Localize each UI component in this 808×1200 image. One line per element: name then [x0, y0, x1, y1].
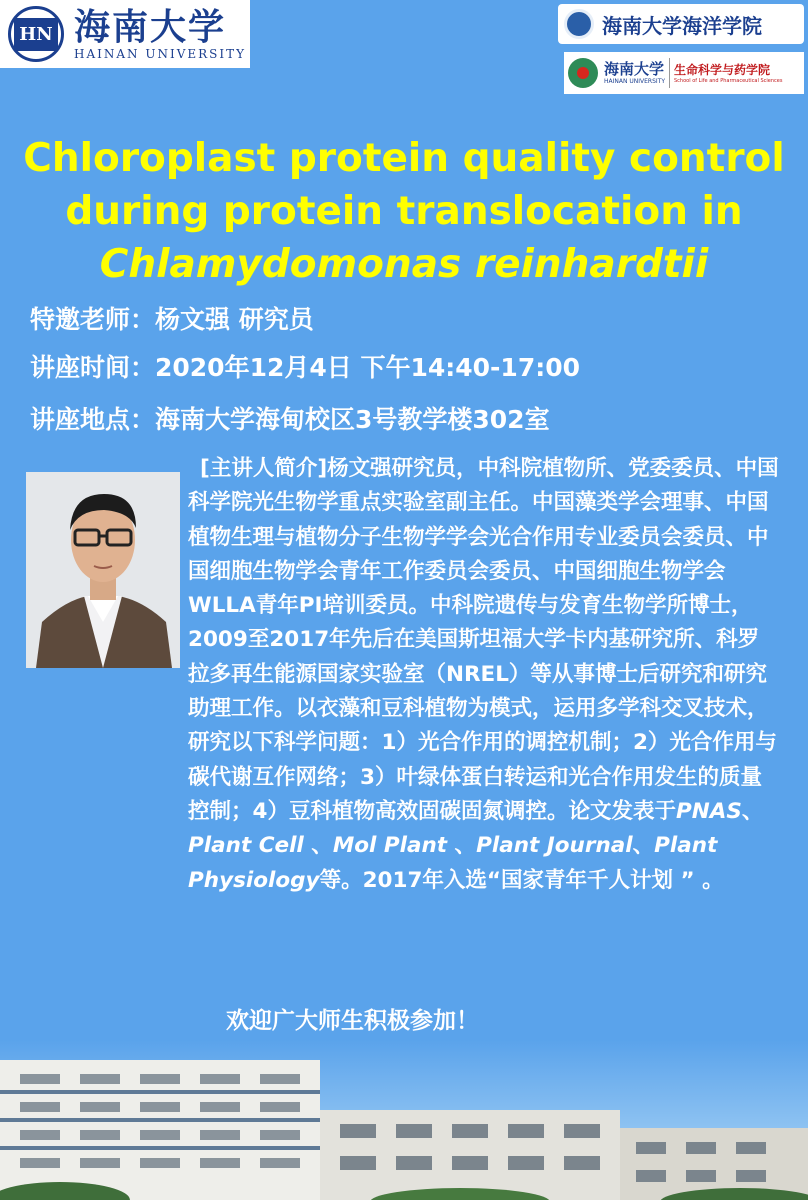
- life-sciences-school-logo: [564, 52, 804, 94]
- university-name-cn: 海南大学: [74, 6, 227, 48]
- place-info: 讲座地点：海南大学海甸校区3号教学楼302室: [30, 405, 550, 434]
- emblem-mark: HN: [14, 18, 57, 51]
- ocean-emblem-icon: [564, 9, 594, 39]
- bio-separator: 、: [632, 833, 655, 859]
- school-name-cn: 生命科学与药学院: [674, 63, 771, 77]
- bio-separator: 、: [741, 798, 764, 824]
- bio-separator: 、: [303, 833, 333, 859]
- welcome-message: 欢迎广大师生积极参加！: [226, 1008, 479, 1034]
- journal-mol-plant: Mol Plant: [332, 833, 448, 859]
- school-emblem-icon: [568, 58, 598, 88]
- university-emblem-icon: [8, 6, 64, 62]
- ocean-college-logo: [558, 4, 804, 44]
- speaker-biography: [188, 452, 780, 898]
- university-name-en: HAINAN UNIVERSITY: [74, 47, 247, 61]
- title-line-1: Chloroplast protein quality control: [23, 136, 785, 181]
- speaker-info: 特邀老师：杨文强 研究员: [30, 305, 314, 334]
- journal-plant-physiology: Plant Physiology: [188, 833, 718, 893]
- title-line-2: during protein translocation in: [65, 189, 743, 234]
- bio-tail: 等。2017年入选“国家青年千人计划 ” 。: [319, 867, 724, 893]
- life-logo-university-en: HAINAN UNIVERSITY: [604, 78, 665, 85]
- campus-building-icon: [0, 1040, 808, 1200]
- speaker-photo: [26, 472, 180, 668]
- journal-plant-journal: Plant Journal: [476, 833, 633, 859]
- hainan-university-logo: [0, 0, 250, 68]
- logo-divider: [669, 58, 670, 88]
- time-info: 讲座时间：2020年12月4日 下午14:40-17:00: [30, 353, 581, 382]
- speaker-portrait-icon: [26, 472, 180, 668]
- journal-pnas: PNAS: [675, 798, 742, 824]
- school-name-en: School of Life and Pharmaceutical Sciences: [674, 78, 783, 84]
- bio-text: [主讲人简介]杨文强研究员，中科院植物所、党委委员、中国科学院光生物学重点实验室副主任。中国藻类学会理事、中国植物生理与植物分子生物学学会光合作用专业委员会委员、中国细胞生物学会青年工作委员会委员、中国细胞生物学会WLLA青年PI培训委员。中科院遗传与发育生物学所博士，2009至2017年先后在美国斯坦福大学卡内基研究所、科罗拉多再生能源国家实验室（NREL）等从事博士后研究和研究助理工作。以衣藻和豆科植物为模式，运用多学科交叉技术，研究以下科学问题：1）光合作用的调控机制；2）光合作用与碳代谢互作网络；3）叶绿体蛋白转运和光合作用发生的质量控制；4）豆科植物高效固碳固氮调控。论文发表于: [188, 456, 779, 824]
- lecture-title: [0, 132, 808, 291]
- bio-separator: 、: [447, 833, 477, 859]
- ocean-college-name: 海南大学海洋学院: [602, 13, 762, 38]
- journal-plant-cell: Plant Cell: [188, 833, 304, 859]
- title-line-3: Chlamydomonas reinhardtii: [99, 242, 709, 287]
- life-logo-university-cn: 海南大学: [604, 60, 665, 78]
- campus-building-image: [0, 1040, 808, 1200]
